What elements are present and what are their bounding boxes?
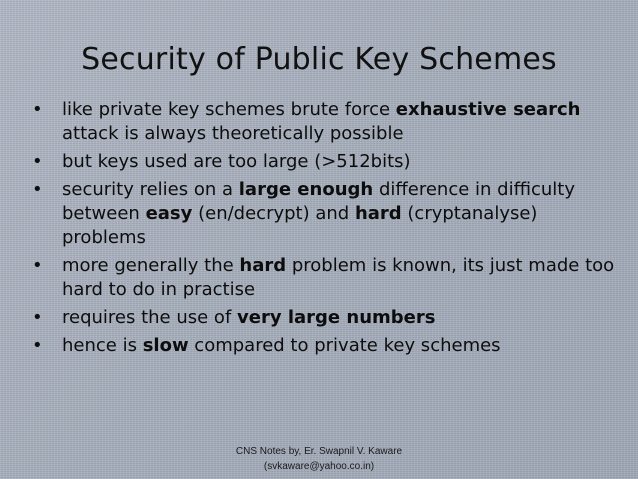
bullet-emphasis: slow (142, 335, 189, 356)
bullet-item (32, 178, 617, 250)
bullet-item (32, 254, 617, 302)
bullet-emphasis: hard (354, 203, 402, 224)
slide-footer (0, 444, 638, 474)
bullet-text (62, 151, 411, 172)
bullet-run: attack is always theoretically possible (62, 123, 404, 144)
bullet-run: hence is (62, 335, 143, 356)
bullet-run: (cryptanalyse) problems (62, 203, 538, 248)
bullet-emphasis: easy (145, 203, 193, 224)
bullet-text (62, 335, 501, 356)
bullet-dot: • (32, 255, 43, 276)
bullet-dot: • (32, 99, 43, 120)
bullet-run: difference in difficulty between (62, 179, 575, 224)
bullet-dot: • (32, 151, 43, 172)
bullet-run: like private key schemes brute force (62, 99, 396, 120)
bullet-run: requires the use of (62, 307, 238, 328)
bullet-run: compared to private key schemes (188, 335, 501, 356)
bullet-text (62, 307, 435, 328)
bullet-dot: • (32, 179, 43, 200)
bullet-item (32, 334, 617, 358)
bullet-run: security relies on a (62, 179, 239, 200)
bullet-emphasis: large enough (238, 179, 374, 200)
bullet-item (32, 98, 617, 146)
bullet-run: but keys used are too large (>512bits) (62, 151, 411, 172)
bullet-dot: • (32, 307, 43, 328)
bullet-text (62, 255, 614, 300)
bullet-run: problem is known, its just made too hard to do in practise (62, 255, 615, 300)
bullet-text (62, 179, 575, 248)
bullet-item (32, 150, 617, 174)
slide-title: Security of Public Key Schemes (81, 42, 557, 77)
bullet-text (62, 99, 581, 144)
footer-email: (svkaware@yahoo.co.in) (263, 461, 375, 472)
bullet-emphasis: exhaustive search (395, 99, 581, 120)
bullet-list (32, 98, 617, 362)
bullet-emphasis: hard (239, 255, 287, 276)
bullet-dot: • (32, 335, 43, 356)
bullet-item (32, 306, 617, 330)
bullet-run: more generally the (62, 255, 240, 276)
bullet-emphasis: very large numbers (237, 307, 436, 328)
bullet-run: (en/decrypt) and (192, 203, 355, 224)
footer-author: CNS Notes by, Er. Swapnil V. Kaware (235, 446, 403, 457)
